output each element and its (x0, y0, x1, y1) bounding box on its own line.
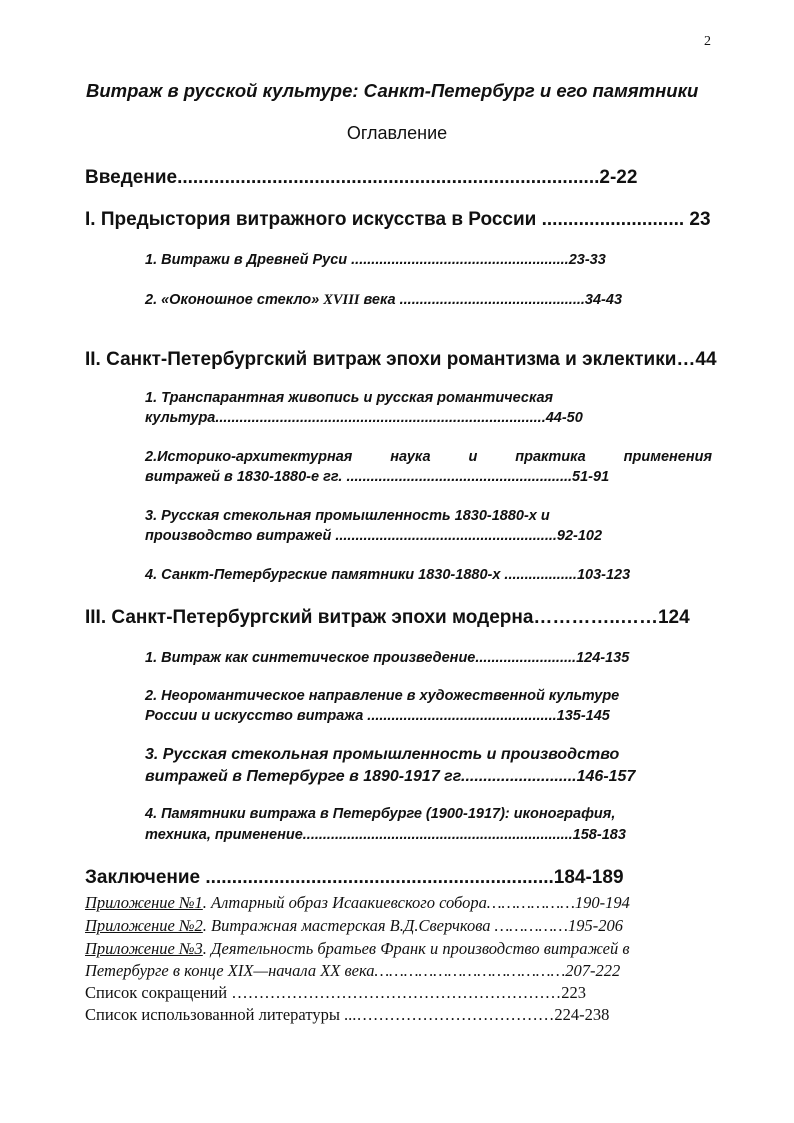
toc-entry-chapter-3-section-1: 1. Витраж как синтетическое произведение.........................124-135 (145, 650, 630, 666)
appendix-3-link[interactable]: Приложение №3 (85, 939, 203, 958)
toc-entry-chapter-2-section-2-line-1: 2.Историко-архитектурная наука и практика применения (145, 449, 712, 465)
toc-entry-appendix-1 (85, 893, 630, 913)
toc-entry-chapter-2-section-1-line-1: 1. Транспарантная живопись и русская романтическая (145, 390, 554, 406)
toc-entry-literature: Список использованной литературы ...………………………………224-238 (85, 1005, 610, 1024)
toc-entry-roman-century: XVIII (323, 292, 360, 308)
appendix-2-text: . Витражная мастерская В.Д.Сверчкова ……………195-206 (202, 916, 623, 935)
toc-entry-chapter-2-section-1-line-2: культура..................................................................................44-50 (145, 410, 583, 426)
appendix-3-text-continued: Петербурге в конце XIX—начала XX века…………………………………207-222 (85, 961, 621, 980)
toc-entry-chapter-2-section-3-line-2: производство витражей .......................................................92-102 (145, 528, 603, 544)
toc-entry-chapter-1-section-2 (145, 292, 622, 309)
toc-entry-chapter-2: II. Санкт-Петербургский витраж эпохи романтизма и эклектики…44 (85, 349, 717, 370)
toc-heading: Оглавление (346, 123, 448, 143)
toc-entry-text: 2. «Оконошное стекло» (145, 292, 324, 308)
toc-entry-abbreviations: Список сокращений ……………………………………………………223 (85, 983, 586, 1002)
toc-entry-chapter-1: I. Предыстория витражного искусства в России ........................... 23 (85, 209, 711, 230)
toc-entry-pages: века ..............................................34-43 (359, 292, 623, 308)
toc-entry-chapter-3-section-4-line-2: техника, применение...................................................................158-183 (145, 827, 626, 843)
document-title: Витраж в русской культуре: Санкт-Петербург и его памятники (86, 80, 699, 101)
toc-entry-intro: Введение................................................................................2-22 (85, 167, 638, 188)
toc-entry-chapter-3-section-4-line-1: 4. Памятники витража в Петербурге (1900-1917): иконография, (145, 806, 616, 822)
toc-entry-chapter-3-section-2-line-1: 2. Неоромантическое направление в художественной культуре (145, 688, 620, 704)
toc-entry-chapter-3-section-3-line-1: 3. Русская стекольная промышленность и производство (145, 746, 620, 763)
appendix-2-link[interactable]: Приложение №2 (85, 916, 203, 935)
toc-entry-appendix-3-line-2 (85, 961, 620, 981)
appendix-1-text: . Алтарный образ Исаакиевского собора………………190-194 (202, 893, 630, 912)
toc-entry-chapter-3-section-3-line-2: витражей в Петербурге в 1890-1917 гг..........................146-157 (145, 768, 636, 785)
appendix-3-text: . Деятельность братьев Франк и производство витражей в (202, 939, 630, 958)
page-number: 2 (704, 34, 711, 49)
toc-entry-chapter-3: III. Санкт-Петербургский витраж эпохи модерна…………..……124 (85, 607, 690, 628)
toc-entry-chapter-2-section-3-line-1: 3. Русская стекольная промышленность 1830-1880-х и (145, 508, 550, 524)
toc-entry-chapter-2-section-4: 4. Санкт-Петербургские памятники 1830-1880-х ..................103-123 (145, 567, 631, 583)
toc-entry-chapter-3-section-2-line-2: России и искусство витража ...............................................135-145 (145, 708, 610, 724)
toc-entry-conclusion: Заключение ..................................................................184-189 (85, 867, 624, 888)
toc-entry-chapter-1-section-1: 1. Витражи в Древней Руси ......................................................23-33 (145, 252, 606, 268)
toc-entry-chapter-2-section-2-line-2: витражей в 1830-1880-е гг. ........................................................51-91 (145, 469, 610, 485)
toc-entry-appendix-2 (85, 916, 623, 936)
appendix-1-link[interactable]: Приложение №1 (85, 893, 203, 912)
toc-entry-appendix-3-line-1 (85, 939, 630, 959)
